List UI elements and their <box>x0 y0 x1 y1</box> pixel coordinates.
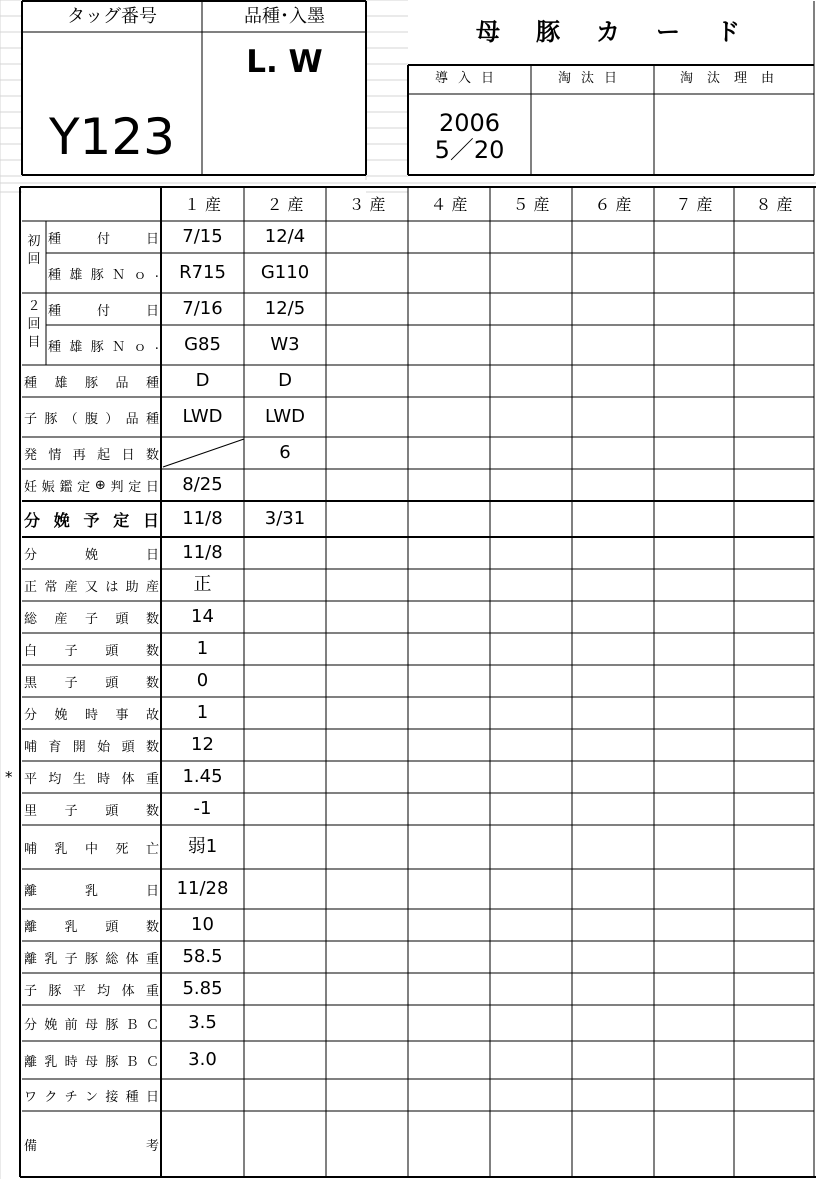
parity-header-4: ４ 産 <box>430 195 468 214</box>
cell-r17-c7[interactable] <box>654 761 734 793</box>
row-label-14: 黒 子 頭 数 <box>24 675 159 691</box>
cell-r11-c5[interactable] <box>490 569 572 601</box>
cell-r19-c8[interactable] <box>734 825 814 869</box>
cell-r4-c3[interactable] <box>326 325 408 365</box>
tag-number-label: タッグ番号 <box>67 6 157 27</box>
cell-r2-c4[interactable] <box>408 253 490 293</box>
cell-r20-c3[interactable] <box>326 869 408 909</box>
row-label-18: 里 子 頭 数 <box>24 803 159 819</box>
cell-r21-c3[interactable] <box>326 909 408 941</box>
cell-r13-c6[interactable] <box>572 633 654 665</box>
cell-r5-c4[interactable] <box>408 365 490 397</box>
cell-r20-c2[interactable] <box>244 869 326 909</box>
cell-r10-c2[interactable] <box>244 537 326 569</box>
cell-r2-c6[interactable] <box>572 253 654 293</box>
cell-r27-c2[interactable] <box>244 1111 326 1177</box>
row-label-19: 哺 乳 中 死 亡 <box>24 841 159 857</box>
cell-r27-c4[interactable] <box>408 1111 490 1177</box>
cell-r24-c7[interactable] <box>654 1005 734 1041</box>
cell-r14-c7[interactable] <box>654 665 734 697</box>
cell-r17-c8[interactable] <box>734 761 814 793</box>
cell-r26-c6[interactable] <box>572 1079 654 1111</box>
cell-r12-c4[interactable] <box>408 601 490 633</box>
cell-r4-c7[interactable] <box>654 325 734 365</box>
row-label-24: 分 娩 前 母 豚 Ｂ Ｃ <box>24 1017 159 1033</box>
cell-r27-c5[interactable] <box>490 1111 572 1177</box>
cell-r13-c2[interactable] <box>244 633 326 665</box>
cell-r26-c1[interactable] <box>161 1079 244 1111</box>
row-label-11: 正 常 産 又 は 助 産 <box>24 579 159 595</box>
cell-r5-c1[interactable]: D <box>195 370 210 391</box>
cell-r1-c1[interactable]: 7/15 <box>182 226 223 247</box>
group-first-label: 初 回 <box>27 234 41 268</box>
cell-r21-c6[interactable] <box>572 909 654 941</box>
parity-header-8: ８ 産 <box>755 195 793 214</box>
cell-r27-c8[interactable] <box>734 1111 814 1177</box>
row-label-1: 種 付 日 <box>48 231 159 247</box>
cell-r18-c3[interactable] <box>326 793 408 825</box>
cell-r18-c5[interactable] <box>490 793 572 825</box>
cell-r11-c3[interactable] <box>326 569 408 601</box>
cell-r3-c8[interactable] <box>734 293 814 325</box>
row-label-22: 離 乳 子 豚 総 体 重 <box>24 951 159 967</box>
cell-r19-c4[interactable] <box>408 825 490 869</box>
cell-r11-c8[interactable] <box>734 569 814 601</box>
cell-r4-c1[interactable]: G85 <box>184 334 221 355</box>
cell-r16-c3[interactable] <box>326 729 408 761</box>
cell-r24-c2[interactable] <box>244 1005 326 1041</box>
cell-r20-c5[interactable] <box>490 869 572 909</box>
cell-r27-c3[interactable] <box>326 1111 408 1177</box>
cull-reason-label: 淘汰理由 <box>679 71 788 86</box>
cell-r10-c5[interactable] <box>490 537 572 569</box>
cell-r9-c5[interactable] <box>490 501 572 537</box>
cell-r10-c7[interactable] <box>654 537 734 569</box>
cell-r3-c2[interactable]: 12/5 <box>264 298 306 319</box>
cell-r5-c8[interactable] <box>734 365 814 397</box>
cell-r8-c4[interactable] <box>408 469 490 501</box>
cell-r2-c5[interactable] <box>490 253 572 293</box>
row-label-3: 種 付 日 <box>48 303 159 319</box>
cell-r7-c8[interactable] <box>734 437 814 469</box>
cell-r19-c5[interactable] <box>490 825 572 869</box>
cell-r13-c7[interactable] <box>654 633 734 665</box>
cell-r21-c4[interactable] <box>408 909 490 941</box>
cell-r7-c5[interactable] <box>490 437 572 469</box>
intro-date-value: 5／20 <box>434 136 505 164</box>
cell-r15-c7[interactable] <box>654 697 734 729</box>
cell-r13-c4[interactable] <box>408 633 490 665</box>
cell-r7-c7[interactable] <box>654 437 734 469</box>
row-label-8: 妊 娠 鑑 定 ⊕ 判 定 日 <box>24 477 159 495</box>
cell-r13-c5[interactable] <box>490 633 572 665</box>
cell-r8-c7[interactable] <box>654 469 734 501</box>
cell-r25-c4[interactable] <box>408 1041 490 1079</box>
cell-r7-c1[interactable] <box>161 437 244 469</box>
cell-r6-c3[interactable] <box>326 397 408 437</box>
cell-r22-c7[interactable] <box>654 941 734 973</box>
cell-r9-c4[interactable] <box>408 501 490 537</box>
cell-r12-c8[interactable] <box>734 601 814 633</box>
cell-r22-c6[interactable] <box>572 941 654 973</box>
cell-r27-c6[interactable] <box>572 1111 654 1177</box>
cell-r1-c4[interactable] <box>408 221 490 253</box>
cell-r22-c1[interactable]: 58.5 <box>182 946 223 967</box>
cell-r3-c7[interactable] <box>654 293 734 325</box>
cell-r10-c1[interactable]: 11/8 <box>182 542 223 563</box>
cell-r21-c1[interactable]: 10 <box>191 914 214 935</box>
cell-r26-c5[interactable] <box>490 1079 572 1111</box>
cell-r10-c8[interactable] <box>734 537 814 569</box>
cell-r12-c3[interactable] <box>326 601 408 633</box>
cell-r3-c4[interactable] <box>408 293 490 325</box>
cell-r19-c1[interactable]: 弱1 <box>187 836 218 857</box>
cell-r12-c5[interactable] <box>490 601 572 633</box>
breed-value: L. W <box>246 44 323 80</box>
card-title: 母 豚 カ ー ド <box>476 18 746 46</box>
cell-r17-c5[interactable] <box>490 761 572 793</box>
cell-r23-c1[interactable]: 5.85 <box>182 978 223 999</box>
cell-r15-c2[interactable] <box>244 697 326 729</box>
cell-r18-c8[interactable] <box>734 793 814 825</box>
row-label-6: 子 豚 （ 腹 ） 品 種 <box>24 411 159 427</box>
row-label-9: 分 娩 予 定 日 <box>24 510 159 530</box>
cell-r24-c4[interactable] <box>408 1005 490 1041</box>
cell-r5-c6[interactable] <box>572 365 654 397</box>
cell-r3-c6[interactable] <box>572 293 654 325</box>
cell-r14-c6[interactable] <box>572 665 654 697</box>
cell-r18-c6[interactable] <box>572 793 654 825</box>
cell-r8-c3[interactable] <box>326 469 408 501</box>
cell-r5-c7[interactable] <box>654 365 734 397</box>
cell-r2-c1[interactable]: R715 <box>179 262 226 283</box>
intro-date-year: 2006 <box>438 109 501 137</box>
cell-r7-c2[interactable]: 6 <box>279 442 291 463</box>
cell-r24-c1[interactable]: 3.5 <box>188 1012 217 1033</box>
cell-r18-c1[interactable]: -1 <box>193 798 212 819</box>
cell-r20-c7[interactable] <box>654 869 734 909</box>
cell-r16-c8[interactable] <box>734 729 814 761</box>
cell-r5-c2[interactable]: D <box>278 370 292 391</box>
cell-r8-c1[interactable]: 8/25 <box>182 474 223 495</box>
cell-r19-c6[interactable] <box>572 825 654 869</box>
cell-r10-c3[interactable] <box>326 537 408 569</box>
cell-r17-c3[interactable] <box>326 761 408 793</box>
cell-r26-c3[interactable] <box>326 1079 408 1111</box>
intro-date-label: 導入日 <box>434 71 504 86</box>
parity-header-1: １ 産 <box>183 195 222 214</box>
cell-r6-c7[interactable] <box>654 397 734 437</box>
cell-r18-c7[interactable] <box>654 793 734 825</box>
cell-r8-c5[interactable] <box>490 469 572 501</box>
cell-r4-c6[interactable] <box>572 325 654 365</box>
cell-r6-c5[interactable] <box>490 397 572 437</box>
cell-r1-c6[interactable] <box>572 221 654 253</box>
cell-r8-c8[interactable] <box>734 469 814 501</box>
cell-r6-c6[interactable] <box>572 397 654 437</box>
cell-r25-c3[interactable] <box>326 1041 408 1079</box>
breed-label: 品種･入墨 <box>244 6 325 27</box>
cell-r19-c2[interactable] <box>244 825 326 869</box>
row-label-21: 離 乳 頭 数 <box>24 919 159 935</box>
cell-r8-c2[interactable] <box>244 469 326 501</box>
row-label-17: 平 均 生 時 体 重 <box>24 771 159 787</box>
cell-r16-c2[interactable] <box>244 729 326 761</box>
cell-r7-c4[interactable] <box>408 437 490 469</box>
cell-r12-c2[interactable] <box>244 601 326 633</box>
cell-r14-c3[interactable] <box>326 665 408 697</box>
cell-r20-c6[interactable] <box>572 869 654 909</box>
cell-r21-c2[interactable] <box>244 909 326 941</box>
cell-r8-c6[interactable] <box>572 469 654 501</box>
cell-r16-c4[interactable] <box>408 729 490 761</box>
cell-r17-c6[interactable] <box>572 761 654 793</box>
row-label-20: 離 乳 日 <box>24 883 159 899</box>
cell-r1-c3[interactable] <box>326 221 408 253</box>
cell-r12-c1[interactable]: 14 <box>191 606 214 627</box>
cell-r22-c4[interactable] <box>408 941 490 973</box>
cell-r16-c5[interactable] <box>490 729 572 761</box>
cell-r22-c5[interactable] <box>490 941 572 973</box>
cell-r10-c6[interactable] <box>572 537 654 569</box>
cell-r15-c1[interactable]: 1 <box>196 702 209 723</box>
cell-r23-c3[interactable] <box>326 973 408 1005</box>
row-marker: * <box>5 768 13 786</box>
cell-r11-c4[interactable] <box>408 569 490 601</box>
cell-r3-c1[interactable]: 7/16 <box>182 298 223 319</box>
cell-r9-c7[interactable] <box>654 501 734 537</box>
cell-r11-c2[interactable] <box>244 569 326 601</box>
cell-r23-c6[interactable] <box>572 973 654 1005</box>
cell-r25-c6[interactable] <box>572 1041 654 1079</box>
parity-header-2: ２ 産 <box>266 195 304 214</box>
cell-r2-c3[interactable] <box>326 253 408 293</box>
row-label-10: 分 娩 日 <box>24 547 159 563</box>
cell-r5-c5[interactable] <box>490 365 572 397</box>
cell-r23-c8[interactable] <box>734 973 814 1005</box>
cell-r17-c4[interactable] <box>408 761 490 793</box>
cell-r10-c4[interactable] <box>408 537 490 569</box>
cell-r12-c6[interactable] <box>572 601 654 633</box>
row-label-13: 白 子 頭 数 <box>24 643 159 659</box>
cell-r5-c3[interactable] <box>326 365 408 397</box>
cell-r21-c5[interactable] <box>490 909 572 941</box>
cell-r22-c2[interactable] <box>244 941 326 973</box>
parity-header-5: ５ 産 <box>512 195 550 214</box>
cell-r26-c8[interactable] <box>734 1079 814 1111</box>
cell-r12-c7[interactable] <box>654 601 734 633</box>
row-label-7: 発 情 再 起 日 数 <box>24 447 159 463</box>
cell-r16-c1[interactable]: 12 <box>191 734 214 755</box>
cell-r14-c2[interactable] <box>244 665 326 697</box>
cell-r25-c5[interactable] <box>490 1041 572 1079</box>
row-label-27: 備 考 <box>24 1138 159 1154</box>
cell-r16-c6[interactable] <box>572 729 654 761</box>
cell-r27-c7[interactable] <box>654 1111 734 1177</box>
cell-r25-c8[interactable] <box>734 1041 814 1079</box>
cell-r4-c5[interactable] <box>490 325 572 365</box>
cell-r24-c6[interactable] <box>572 1005 654 1041</box>
cell-r15-c6[interactable] <box>572 697 654 729</box>
row-label-26: ワ ク チ ン 接 種 日 <box>24 1089 159 1105</box>
cell-r13-c8[interactable] <box>734 633 814 665</box>
cell-r18-c2[interactable] <box>244 793 326 825</box>
parity-header-3: ３ 産 <box>348 195 386 214</box>
cell-r17-c2[interactable] <box>244 761 326 793</box>
cell-r14-c1[interactable]: 0 <box>196 670 209 691</box>
cull-date-label: 淘汰日 <box>557 71 627 86</box>
cell-r19-c3[interactable] <box>326 825 408 869</box>
cell-r7-c3[interactable] <box>326 437 408 469</box>
parity-header-7: ７ 産 <box>675 195 713 214</box>
cell-r17-c1[interactable]: 1.45 <box>182 766 223 787</box>
cell-r3-c3[interactable] <box>326 293 408 325</box>
cell-r4-c4[interactable] <box>408 325 490 365</box>
cell-r2-c8[interactable] <box>734 253 814 293</box>
group-second-label: ２ 回 目 <box>27 299 41 351</box>
cell-r9-c6[interactable] <box>572 501 654 537</box>
cell-r15-c5[interactable] <box>490 697 572 729</box>
cell-r9-c8[interactable] <box>734 501 814 537</box>
row-label-25: 離 乳 時 母 豚 Ｂ Ｃ <box>24 1054 159 1070</box>
row-label-5: 種 雄 豚 品 種 <box>24 375 159 391</box>
tag-number-value: Y123 <box>49 108 175 166</box>
row-label-15: 分 娩 時 事 故 <box>24 707 159 723</box>
cell-r16-c7[interactable] <box>654 729 734 761</box>
cell-r19-c7[interactable] <box>654 825 734 869</box>
cell-r3-c5[interactable] <box>490 293 572 325</box>
cell-r25-c7[interactable] <box>654 1041 734 1079</box>
cell-r2-c7[interactable] <box>654 253 734 293</box>
cell-r24-c5[interactable] <box>490 1005 572 1041</box>
cell-r1-c2[interactable]: 12/4 <box>264 226 306 247</box>
cell-r1-c8[interactable] <box>734 221 814 253</box>
cell-r11-c6[interactable] <box>572 569 654 601</box>
cell-r4-c8[interactable] <box>734 325 814 365</box>
cell-r23-c4[interactable] <box>408 973 490 1005</box>
cell-r14-c8[interactable] <box>734 665 814 697</box>
cell-r23-c7[interactable] <box>654 973 734 1005</box>
cell-r6-c2[interactable]: LWD <box>264 406 306 427</box>
cell-r25-c1[interactable]: 3.0 <box>188 1049 217 1070</box>
cell-r23-c2[interactable] <box>244 973 326 1005</box>
cell-r26-c4[interactable] <box>408 1079 490 1111</box>
cell-r25-c2[interactable] <box>244 1041 326 1079</box>
cell-r6-c8[interactable] <box>734 397 814 437</box>
parity-header-6: ６ 産 <box>594 195 632 214</box>
row-label-12: 総 産 子 頭 数 <box>24 611 159 627</box>
cell-r21-c7[interactable] <box>654 909 734 941</box>
cell-r14-c4[interactable] <box>408 665 490 697</box>
cell-r13-c1[interactable]: 1 <box>196 638 209 659</box>
cell-r6-c1[interactable]: LWD <box>182 406 223 427</box>
cell-r7-c6[interactable] <box>572 437 654 469</box>
cell-r6-c4[interactable] <box>408 397 490 437</box>
cell-r11-c7[interactable] <box>654 569 734 601</box>
row-label-23: 子 豚 平 均 体 重 <box>24 983 159 999</box>
cell-r1-c5[interactable] <box>490 221 572 253</box>
cell-r13-c3[interactable] <box>326 633 408 665</box>
cell-r11-c1[interactable]: 正 <box>193 574 212 595</box>
cell-r22-c3[interactable] <box>326 941 408 973</box>
row-label-2: 種 雄 豚 Ｎ ｏ . <box>48 265 159 283</box>
cell-r20-c1[interactable]: 11/28 <box>176 878 229 899</box>
cell-r14-c5[interactable] <box>490 665 572 697</box>
cell-r2-c2[interactable]: G110 <box>260 262 310 283</box>
cell-r9-c2[interactable]: 3/31 <box>264 508 306 529</box>
row-label-16: 哺 育 開 始 頭 数 <box>24 739 159 755</box>
cell-r23-c5[interactable] <box>490 973 572 1005</box>
cell-r26-c7[interactable] <box>654 1079 734 1111</box>
cell-r18-c4[interactable] <box>408 793 490 825</box>
cell-r9-c3[interactable] <box>326 501 408 537</box>
cell-r26-c2[interactable] <box>244 1079 326 1111</box>
cell-r22-c8[interactable] <box>734 941 814 973</box>
cell-r15-c8[interactable] <box>734 697 814 729</box>
cell-r24-c8[interactable] <box>734 1005 814 1041</box>
cell-r1-c7[interactable] <box>654 221 734 253</box>
cell-r24-c3[interactable] <box>326 1005 408 1041</box>
cell-r21-c8[interactable] <box>734 909 814 941</box>
cell-r20-c8[interactable] <box>734 869 814 909</box>
row-label-4: 種 雄 豚 Ｎ ｏ . <box>48 337 159 355</box>
cell-r4-c2[interactable]: W3 <box>270 334 300 355</box>
cell-r9-c1[interactable]: 11/8 <box>182 508 223 529</box>
cell-r15-c3[interactable] <box>326 697 408 729</box>
cell-r15-c4[interactable] <box>408 697 490 729</box>
cell-r27-c1[interactable] <box>161 1111 244 1177</box>
cell-r20-c4[interactable] <box>408 869 490 909</box>
